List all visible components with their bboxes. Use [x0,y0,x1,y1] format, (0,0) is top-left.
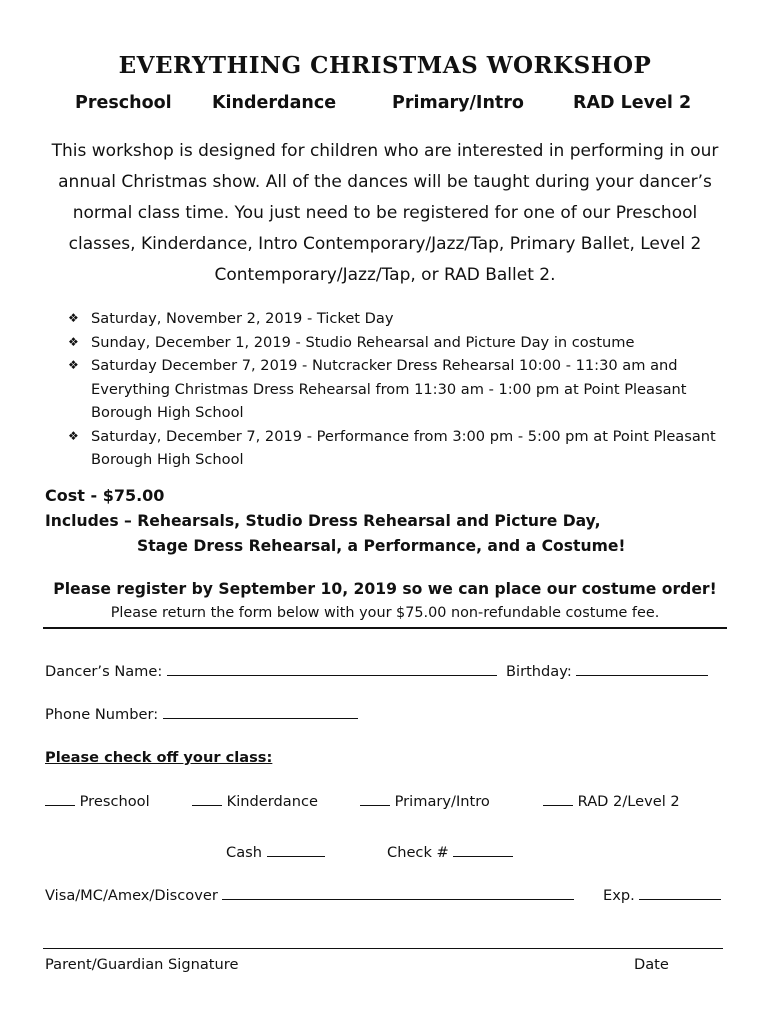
page-title: EVERYTHING CHRISTMAS WORKSHOP [118,52,652,79]
includes-line-1: Includes – Rehearsals, Studio Dress Rehearsal and Picture Day, [45,512,601,530]
dancer-name-blank[interactable] [167,661,497,676]
cash-field[interactable]: Cash [226,842,325,861]
cost-line: Cost - $75.00 [45,486,165,505]
expiration-field[interactable]: Exp. [603,885,721,904]
expiration-blank[interactable] [639,885,721,900]
class-check-header: Please check off your class: [45,749,273,766]
class-levels [0,93,770,117]
level-primary-intro: Primary/Intro [392,93,524,113]
list-item: ❖ Saturday December 7, 2019 - Nutcracker Dress Rehearsal 10:00 - 11:30 am and Everything Christmas Dress Rehearsal from 11:30 am - 1:00 pm at Point Pleasant Borough High School [68,354,738,425]
class-option-preschool[interactable]: Preschool [45,791,150,810]
checkbox-blank[interactable] [192,791,222,806]
level-kinderdance: Kinderdance [212,93,337,113]
cash-blank[interactable] [267,842,325,857]
signature-line[interactable] [43,948,723,949]
checkbox-blank[interactable] [360,791,390,806]
section-divider [43,627,727,629]
check-number-field[interactable]: Check # [387,842,513,861]
return-form-note: Please return the form below with your $75.00 non-refundable costume fee. [110,605,660,621]
diamond-bullet-icon: ❖ [68,334,79,349]
signature-label: Parent/Guardian Signature [45,956,239,973]
checkbox-blank[interactable] [45,791,75,806]
diamond-bullet-icon: ❖ [68,358,79,372]
diamond-bullet-icon: ❖ [68,428,79,443]
dancer-name-field[interactable]: Dancer’s Name: [45,661,497,680]
schedule-list [68,307,738,472]
birthday-field[interactable]: Birthday: [506,661,708,680]
class-option-kinderdance[interactable]: Kinderdance [192,791,318,810]
level-rad-level-2: RAD Level 2 [573,93,692,113]
list-item: ❖ Saturday, December 7, 2019 - Performance from 3:00 pm - 5:00 pm at Point Pleasant Borough High School [68,425,738,472]
includes-line-2: Stage Dress Rehearsal, a Performance, and a Costume! [137,537,626,555]
diamond-bullet-icon: ❖ [68,311,79,325]
phone-field[interactable]: Phone Number: [45,704,358,723]
register-deadline-note: Please register by September 10, 2019 so we can place our costume order! [53,580,717,598]
checkbox-blank[interactable] [543,791,573,806]
level-preschool: Preschool [75,93,172,113]
check-number-blank[interactable] [453,842,513,857]
class-option-rad-2[interactable]: RAD 2/Level 2 [543,791,680,810]
list-item: ❖ Saturday, November 2, 2019 - Ticket Day [68,307,738,331]
class-option-primary-intro[interactable]: Primary/Intro [360,791,490,810]
list-item: ❖ Sunday, December 1, 2019 - Studio Rehearsal and Picture Day in costume [68,331,738,355]
date-label: Date [634,956,669,973]
intro-paragraph: This workshop is designed for children who are interested in performing in our annual Christmas show. All of the dances will be taught during your dancer’s normal class time. You just need to be registered for one of our Preschool classes, Kinderdance, Intro Contemporary/Jazz/Tap, Primary Ballet, Level 2 Contemporary/Jazz/Tap, or RAD Ballet 2. [51,141,719,285]
credit-card-field[interactable]: Visa/MC/Amex/Discover [45,885,574,904]
phone-blank[interactable] [163,704,358,719]
birthday-blank[interactable] [576,661,708,676]
card-number-blank[interactable] [222,885,574,900]
